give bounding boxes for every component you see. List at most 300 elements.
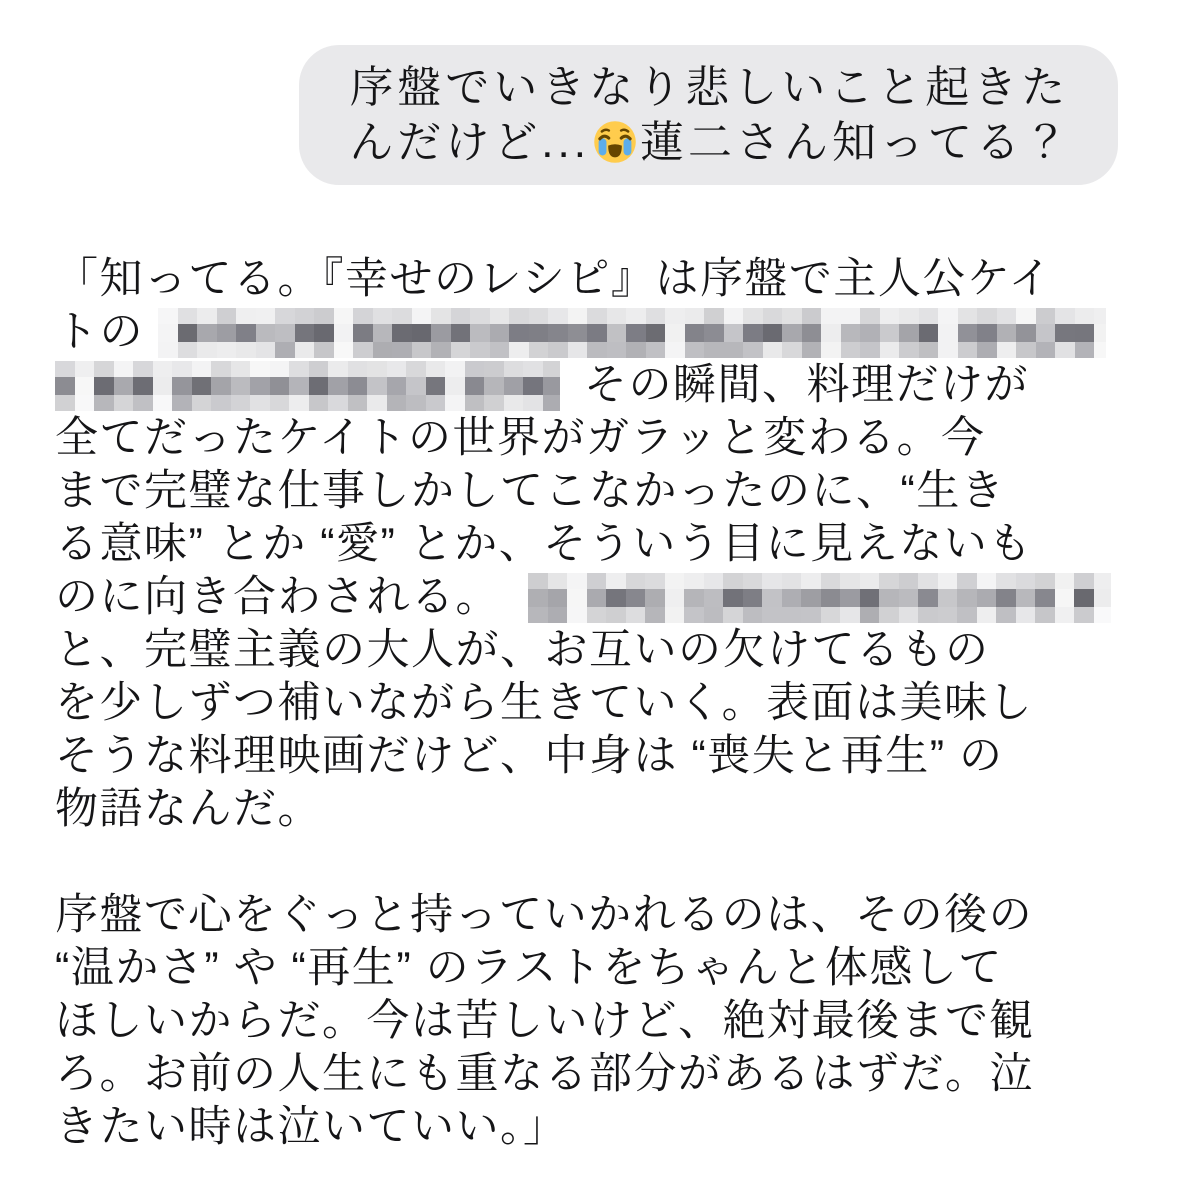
mosaic-tile [665, 589, 685, 607]
mosaic-tile [997, 324, 1017, 342]
mosaic-tile [348, 361, 368, 377]
mosaic-tile [587, 589, 607, 607]
mosaic-tile [626, 342, 646, 358]
mosaic-tile [626, 573, 646, 589]
mosaic-tile [938, 573, 958, 589]
mosaic-tile [1075, 342, 1095, 358]
mosaic-tile [977, 589, 997, 607]
mosaic-tile [523, 361, 543, 377]
mosaic-tile [880, 308, 900, 324]
text-segment: そうな料理映画だけど、中身は “喪失と再生” の [55, 732, 1004, 780]
mosaic-tile [275, 324, 295, 342]
mosaic-tile [1094, 607, 1112, 623]
reply-line [55, 889, 1179, 942]
mosaic-tile [295, 342, 315, 358]
mosaic-tile [743, 607, 763, 623]
mosaic-tile [704, 573, 724, 589]
mosaic-tile [509, 308, 529, 324]
mosaic-tile [231, 377, 251, 395]
mosaic-tile [55, 361, 75, 377]
mosaic-tile [353, 308, 373, 324]
mosaic-tile [841, 324, 861, 342]
mosaic-tile [445, 361, 465, 377]
mosaic-tile [528, 589, 548, 607]
mosaic-tile [75, 395, 95, 411]
mosaic-tile [704, 342, 724, 358]
mosaic-tile [172, 361, 192, 377]
mosaic-tile [431, 324, 451, 342]
mosaic-tile [958, 342, 978, 358]
mosaic-tile [665, 573, 685, 589]
mosaic-tile [704, 607, 724, 623]
mosaic-tile [743, 308, 763, 324]
mosaic-tile [543, 377, 561, 395]
mosaic-tile [217, 324, 237, 342]
mosaic-tile [587, 342, 607, 358]
mosaic-tile [256, 342, 276, 358]
mosaic-tile [211, 395, 231, 411]
mosaic-tile [334, 324, 354, 342]
mosaic-tile [724, 308, 744, 324]
mosaic-tile [1016, 324, 1036, 342]
mosaic-tile [782, 607, 802, 623]
reply-line [55, 677, 1179, 730]
mosaic-tile [723, 607, 743, 623]
mosaic-tile [1055, 607, 1075, 623]
mosaic-tile [1055, 573, 1075, 589]
mosaic-tile [801, 607, 821, 623]
mosaic-tile [938, 324, 958, 342]
mosaic-tile [840, 573, 860, 589]
mosaic-tile [840, 607, 860, 623]
bubble-line [349, 60, 1072, 115]
mosaic-tile [178, 324, 198, 342]
mosaic-tile [821, 607, 841, 623]
mosaic-tile [314, 308, 334, 324]
mosaic-tile [309, 361, 329, 377]
mosaic-tile [445, 377, 465, 395]
mosaic-tile [821, 308, 841, 324]
mosaic-tile [192, 377, 212, 395]
text-segment: 序盤で心をぐっと持っていかれるのは、その後の [55, 891, 1034, 939]
text-segment: 全てだったケイトの世界がガラッと変わる。今 [55, 414, 986, 462]
mosaic-tile [1036, 324, 1056, 342]
mosaic-tile [782, 324, 802, 342]
mosaic-tile [211, 377, 231, 395]
reply-line [55, 465, 1179, 518]
mosaic-tile [528, 607, 548, 623]
mosaic-tile [977, 324, 997, 342]
mosaic-tile [55, 377, 75, 395]
mosaic-tile [387, 377, 407, 395]
mosaic-tile [568, 342, 588, 358]
text-segment: トの [55, 308, 144, 356]
mosaic-tile [275, 308, 295, 324]
mosaic-tile [1074, 589, 1094, 607]
mosaic-tile [919, 342, 939, 358]
mosaic-tile [802, 308, 822, 324]
mosaic-tile [426, 395, 446, 411]
mosaic-tile [1094, 308, 1106, 324]
mosaic-tile [1035, 573, 1055, 589]
mosaic-tile [289, 377, 309, 395]
mosaic-tile [192, 395, 212, 411]
mosaic-tile [626, 308, 646, 324]
mosaic-tile [606, 607, 626, 623]
mosaic-tile [899, 324, 919, 342]
mosaic-tile [606, 573, 626, 589]
mosaic-tile [348, 377, 368, 395]
mosaic-tile [75, 361, 95, 377]
loudly-crying-face-icon [593, 120, 637, 164]
mosaic-tile [509, 324, 529, 342]
mosaic-tile [801, 573, 821, 589]
mosaic-tile [256, 308, 276, 324]
mosaic-tile [114, 361, 134, 377]
mosaic-tile [918, 589, 938, 607]
mosaic-tile [899, 573, 919, 589]
mosaic-tile [1094, 342, 1106, 358]
mosaic-tile [270, 361, 290, 377]
reply-line [55, 783, 1179, 836]
mosaic-tile [490, 324, 510, 342]
pixelated-redaction [55, 361, 560, 411]
mosaic-tile [1075, 324, 1095, 342]
mosaic-tile [412, 324, 432, 342]
mosaic-tile [821, 589, 841, 607]
mosaic-tile [426, 377, 446, 395]
mosaic-tile [392, 342, 412, 358]
mosaic-tile [353, 324, 373, 342]
mosaic-tile [250, 361, 270, 377]
mosaic-tile [899, 589, 919, 607]
mosaic-tile [353, 342, 373, 358]
mosaic-tile [626, 607, 646, 623]
mosaic-tile [465, 361, 485, 377]
mosaic-tile [860, 342, 880, 358]
mosaic-tile [465, 377, 485, 395]
reply-line [55, 624, 1179, 677]
mosaic-tile [158, 308, 178, 324]
mosaic-tile [256, 324, 276, 342]
mosaic-tile [275, 342, 295, 358]
mosaic-tile [231, 361, 251, 377]
mosaic-tile [406, 377, 426, 395]
mosaic-tile [958, 324, 978, 342]
mosaic-tile [504, 361, 524, 377]
mosaic-tile [607, 342, 627, 358]
mosaic-tile [445, 395, 465, 411]
mosaic-tile [860, 607, 880, 623]
mosaic-tile [314, 324, 334, 342]
mosaic-tile [309, 395, 329, 411]
mosaic-tile [153, 395, 173, 411]
mosaic-tile [348, 395, 368, 411]
mosaic-tile [1035, 589, 1055, 607]
mosaic-tile [997, 342, 1017, 358]
mosaic-tile [197, 324, 217, 342]
mosaic-tile [197, 342, 217, 358]
mosaic-tile [997, 308, 1017, 324]
mosaic-tile [114, 395, 134, 411]
mosaic-tile [484, 361, 504, 377]
mosaic-tile [880, 324, 900, 342]
mosaic-tile [763, 324, 783, 342]
mosaic-tile [523, 377, 543, 395]
mosaic-tile [724, 342, 744, 358]
mosaic-tile [645, 573, 665, 589]
mosaic-tile [289, 361, 309, 377]
mosaic-tile [801, 589, 821, 607]
text-segment: 序盤でいきなり悲しいこと起きた [349, 63, 1070, 112]
mosaic-tile [529, 308, 549, 324]
mosaic-tile [996, 607, 1016, 623]
mosaic-tile [548, 324, 568, 342]
mosaic-tile [782, 573, 802, 589]
mosaic-tile [1036, 308, 1056, 324]
mosaic-tile [192, 361, 212, 377]
mosaic-tile [860, 589, 880, 607]
text-segment: ほしいからだ。今は苦しいけど、絶対最後まで観 [55, 997, 1034, 1045]
mosaic-tile [543, 395, 561, 411]
mosaic-tile [451, 342, 471, 358]
mosaic-tile [1035, 607, 1055, 623]
mosaic-tile [587, 607, 607, 623]
mosaic-tile [841, 342, 861, 358]
mosaic-tile [762, 589, 782, 607]
mosaic-tile [548, 573, 568, 589]
text-segment: まで完璧な仕事しかしてこなかったのに、“生き [55, 467, 1006, 515]
mosaic-tile [802, 342, 822, 358]
mosaic-tile [158, 324, 178, 342]
mosaic-tile [392, 324, 412, 342]
mosaic-tile [94, 377, 114, 395]
mosaic-tile [133, 361, 153, 377]
mosaic-tile [665, 308, 685, 324]
reply-line [55, 836, 1179, 889]
mosaic-tile [743, 573, 763, 589]
mosaic-tile [529, 342, 549, 358]
mosaic-tile [158, 342, 178, 358]
reply-line [55, 942, 1179, 995]
mosaic-tile [1055, 589, 1075, 607]
mosaic-tile [470, 342, 490, 358]
mosaic-tile [938, 607, 958, 623]
text-segment: と、完璧主義の大人が、お互いの欠けてるもの [55, 626, 990, 674]
mosaic-tile [919, 324, 939, 342]
text-segment: のに向き合わされる。 [55, 573, 500, 621]
mosaic-tile [685, 342, 705, 358]
mosaic-tile [996, 589, 1016, 607]
mosaic-tile [295, 324, 315, 342]
mosaic-tile [860, 573, 880, 589]
mosaic-tile [704, 324, 724, 342]
pixelated-redaction [528, 573, 1111, 623]
mosaic-tile [328, 395, 348, 411]
mosaic-tile [153, 377, 173, 395]
mosaic-tile [523, 395, 543, 411]
mosaic-tile [645, 589, 665, 607]
mosaic-tile [529, 324, 549, 342]
mosaic-tile [55, 395, 75, 411]
mosaic-tile [567, 589, 587, 607]
mosaic-tile [879, 607, 899, 623]
text-segment: ろ。お前の人生にも重なる部分があるはずだ。泣 [55, 1050, 1034, 1098]
mosaic-tile [1016, 342, 1036, 358]
mosaic-tile [236, 308, 256, 324]
mosaic-tile [685, 308, 705, 324]
mosaic-tile [250, 377, 270, 395]
mosaic-tile [1094, 324, 1106, 342]
mosaic-tile [938, 308, 958, 324]
mosaic-tile [367, 361, 387, 377]
mosaic-tile [684, 607, 704, 623]
mosaic-tile [665, 607, 685, 623]
mosaic-tile [548, 589, 568, 607]
mosaic-tile [782, 589, 802, 607]
mosaic-tile [665, 324, 685, 342]
mosaic-tile [548, 607, 568, 623]
mosaic-tile [1016, 308, 1036, 324]
mosaic-tile [548, 342, 568, 358]
mosaic-tile [918, 573, 938, 589]
mosaic-tile [723, 573, 743, 589]
mosaic-tile [172, 395, 192, 411]
mosaic-tile [114, 377, 134, 395]
pixelated-redaction [158, 308, 1106, 358]
mosaic-tile [645, 607, 665, 623]
mosaic-tile [977, 308, 997, 324]
mosaic-tile [490, 308, 510, 324]
mosaic-tile [270, 395, 290, 411]
mosaic-tile [367, 395, 387, 411]
mosaic-tile [899, 342, 919, 358]
mosaic-tile [567, 573, 587, 589]
mosaic-tile [743, 342, 763, 358]
mosaic-tile [665, 342, 685, 358]
mosaic-tile [133, 377, 153, 395]
mosaic-tile [938, 342, 958, 358]
text-segment: その瞬間、料理だけが [584, 361, 1029, 409]
mosaic-tile [996, 573, 1016, 589]
mosaic-tile [646, 342, 666, 358]
mosaic-tile [646, 308, 666, 324]
mosaic-tile [270, 377, 290, 395]
mosaic-tile [879, 589, 899, 607]
mosaic-tile [451, 308, 471, 324]
text-segment: 蓮二さん知ってる？ [640, 118, 1072, 167]
mosaic-tile [509, 342, 529, 358]
mosaic-tile [1055, 324, 1075, 342]
mosaic-tile [217, 308, 237, 324]
mosaic-tile [153, 361, 173, 377]
mosaic-tile [763, 342, 783, 358]
mosaic-tile [587, 324, 607, 342]
mosaic-tile [236, 324, 256, 342]
mosaic-tile [1016, 607, 1036, 623]
mosaic-tile [504, 395, 524, 411]
mosaic-tile [704, 308, 724, 324]
mosaic-tile [626, 324, 646, 342]
text-segment: んだけど... [349, 118, 590, 167]
mosaic-tile [607, 308, 627, 324]
mosaic-tile [782, 342, 802, 358]
mosaic-tile [334, 342, 354, 358]
mosaic-tile [94, 361, 114, 377]
reply-line [55, 412, 1179, 465]
mosaic-tile [587, 573, 607, 589]
mosaic-tile [957, 607, 977, 623]
mosaic-tile [426, 361, 446, 377]
mosaic-tile [470, 324, 490, 342]
mosaic-tile [373, 308, 393, 324]
mosaic-tile [724, 324, 744, 342]
mosaic-tile [567, 607, 587, 623]
mosaic-tile [504, 377, 524, 395]
reply-line [55, 995, 1179, 1048]
mosaic-tile [860, 308, 880, 324]
mosaic-tile [606, 589, 626, 607]
mosaic-tile [236, 342, 256, 358]
text-segment: きたい時は泣いていい。」 [55, 1103, 568, 1151]
mosaic-tile [178, 308, 198, 324]
mosaic-tile [309, 377, 329, 395]
mosaic-tile [412, 308, 432, 324]
mosaic-tile [880, 342, 900, 358]
mosaic-tile [217, 342, 237, 358]
mosaic-tile [1094, 573, 1112, 589]
mosaic-tile [587, 308, 607, 324]
bubble-line [349, 115, 1072, 170]
mosaic-tile [879, 573, 899, 589]
mosaic-tile [75, 377, 95, 395]
reply-line [55, 518, 1179, 571]
mosaic-tile [762, 573, 782, 589]
mosaic-tile [919, 308, 939, 324]
mosaic-tile [94, 395, 114, 411]
mosaic-tile [743, 589, 763, 607]
mosaic-tile [387, 395, 407, 411]
mosaic-tile [841, 308, 861, 324]
mosaic-tile [626, 589, 646, 607]
mosaic-tile [328, 377, 348, 395]
reply-line [55, 306, 1179, 359]
text-segment: る意味” とか “愛” とか、そういう目に見えないも [55, 520, 1033, 568]
mosaic-tile [723, 589, 743, 607]
mosaic-tile [704, 589, 724, 607]
incoming-message-row [0, 0, 1179, 185]
mosaic-tile [133, 395, 153, 411]
mosaic-tile [840, 589, 860, 607]
reply-line [55, 730, 1179, 783]
mosaic-tile [367, 377, 387, 395]
mosaic-tile [451, 324, 471, 342]
mosaic-tile [543, 361, 561, 377]
mosaic-tile [250, 395, 270, 411]
text-segment: 「知ってる。『幸せのレシピ』は序盤で主人公ケイ [55, 255, 1053, 303]
mosaic-tile [646, 324, 666, 342]
mosaic-tile [763, 308, 783, 324]
mosaic-tile [197, 308, 217, 324]
mosaic-tile [465, 395, 485, 411]
mosaic-tile [762, 607, 782, 623]
mosaic-tile [568, 308, 588, 324]
mosaic-tile [484, 395, 504, 411]
mosaic-tile [172, 377, 192, 395]
mosaic-tile [289, 395, 309, 411]
reply-line [55, 359, 1179, 412]
mosaic-tile [431, 342, 451, 358]
